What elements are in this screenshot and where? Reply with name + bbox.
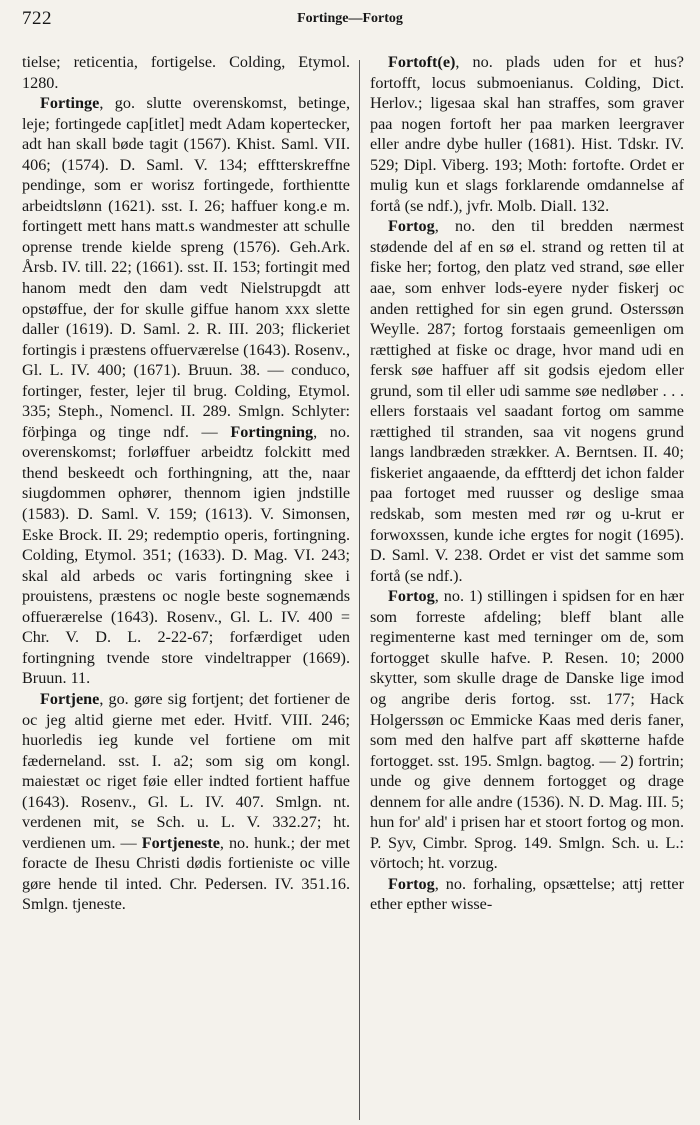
entry-text: , no. 1) stillingen i spidsen for en hær som forreste afdeling; bleff blant alle regimenterne kast med terninger om de, som fortogget skulle hafve. P. Resen. 10; 2000 skytter, som skulle drage de Danske lige imod og angribe deris fortog. sst. 177; Hack Holgerssøn oc Emmicke Kaas med deris faner, som med den halfve part aff skøtterne hafde fortogget. sst. 195. Smlgn. bagtog. — 2) fortrin; unde og give dennem fortogget og drage dennem for alle andre (1536). N. D. Mag. III. 5; hun for' ald' i prisen har et stoort fortog og mon. P. Syv, Cimbr. Sprog. 149. Smlgn. Sch. u. L.: vörtoch; ht. vorzug. (370, 587, 684, 873)
entry-headword: Fortjene (40, 689, 100, 708)
entry-fortofte (370, 52, 684, 216)
entry-headword: Fortjeneste (141, 833, 220, 852)
entry-text: , no. hunk.; der met foracte de Ihesu Christi dødis fortieniste oc ville gøre hende til inted. Chr. Pedersen. IV. 351.16. Smlgn. tjeneste. (22, 833, 350, 914)
entry-fortinge (22, 93, 350, 689)
column-divider (359, 60, 360, 1120)
entry-fortog-2 (370, 586, 684, 874)
entry-headword: Fortingning (230, 422, 314, 441)
entry-fortjene (22, 689, 350, 915)
entry-fortog-3 (370, 874, 684, 915)
entry-text: , go. gøre sig fortjent; det fortiener de oc jeg altid gierne met eder. Hvitf. VIII. 246; huorledis ieg kunde vel fortiene om mit fæderneland. sst. I. a2; som sig om kongl. maiestæt oc riget føie eller indted fortient haffue (1643). Rosenv., Gl. L. IV. 407. Smlgn. nt. verdenen mit, se Sch. u. L. V. 332.27; ht. verdienen um. — (22, 689, 350, 852)
entry-text: , no. overenskomst; forløffuer arbeidtz folckitt med thend beskeedt och forthingning, att the, naar siugdommen ophører, thennom igien jndstille (1583). D. Saml. V. 159; (1613). V. Simonsen, Eske Brock. II. 29; redemptio operis, fortingning. Colding, Etymol. 351; (1633). D. Mag. VI. 243; skal ald arbeds oc varis fortingning skee i prouistens, præstens oc nogle beste sognemænds offuerærelse (1643). Rosenv., Gl. L. IV. 400 = Chr. V. D. L. 2-22-67; forfærdiget uden fortingning tvende store vindeltrapper (1669). Bruun. 11. (22, 422, 350, 688)
entry-headword: Fortog (388, 874, 435, 893)
entry-text: , go. slutte overenskomst, betinge, leje; fortingede cap[itlet] medt Adam kopertecker, adt han skall bøde tagit (1567). Khist. Saml. VII. 406; (1574). D. Saml. V. 134; efftterskreffne pendinge, som er worisz fortingede, forthientte arbeidtslønn (1621). sst. I. 26; haffuer kong.e m. fortingett mett hans matt.s wandmester att schulle oprense trende kielde spreng (1576). Geh.Ark. Årsb. IV. till. 22; (1661). sst. II. 153; fortingit med hanom medt den dam vedt Nielstrupgdt att opstøffue, der for skulle giffue hanom xxx slette daller (1619). D. Saml. 2. R. III. 203; flickeriet fortingis i præstens offuerværelse (1643). Rosenv., Gl. L. IV. 400; (1671). Bruun. 38. — conduco, fortinger, fester, lejer til brug. Colding, Etymol. 335; Steph., Nomencl. II. 289. Smlgn. Schlyter: förþinga og tinge ndf. — (22, 94, 350, 441)
right-column (370, 52, 684, 915)
entry-fortog-1 (370, 216, 684, 586)
entry-headword: Fortoft(e) (388, 53, 456, 71)
entry-text: , no. forhaling, opsættelse; attj retter ether epther wisse- (370, 874, 684, 914)
entry-text: , no. den til bredden nærmest stødende del af en sø el. strand og retten til at fiske her; fortog, den platz ved strand, søe eller aae, som enhver lods-eyere nyder fiskerj oc anden rettighed for sin egen grund. Osterssøn Weylle. 287; fortog forstaais gemeenligen om rættighed at fiske oc drage, hvor mand udi en fersk søe haffuer aff sit godsis ejedom eller grund, som til eller udi samme søe nedløber . . . ellers forstaais vel saadant fortog om samme rættighed til stranden, saa vit nogens grund langs landbræden strækker. A. Berntsen. II. 40; fiskeriet angaaende, da efftterdj det ichon falder paa fortoget med ruusser og deslige smaa redskab, som mesten med rør og u-krut er forwoxssen, kunde iche ergtes for nogit (1695). D. Saml. V. 238. Ordet er vist det samme som fortå (se ndf.). (370, 217, 684, 585)
running-head: Fortinge—Fortog (297, 11, 403, 26)
page-header (0, 0, 700, 40)
entry-headword: Fortog (388, 587, 435, 606)
page-number: 722 (22, 8, 52, 29)
entry-headword: Fortinge (40, 94, 100, 113)
left-column (22, 52, 350, 915)
entry-text: , no. plads uden for et hus? fortofft, locus submoenianus. Colding, Dict. Herlov.; ligesaa skal han straffes, som graver paa nogen fortoft her paa marken leergraver eller andre dybe huller (1681). Hist. Tdskr. IV. 529; Dipl. Viberg. 193; Moth: fortofte. Ordet er mulig kun et slags forklarende omdannelse af fortå (se ndf.), jvfr. Molb. Diall. 132. (370, 53, 684, 215)
entry-headword: Fortog (388, 217, 435, 236)
entry-text: tielse; reticentia, fortigelse. Colding, Etymol. 1280. (22, 53, 350, 92)
entry-continuation (22, 52, 350, 93)
